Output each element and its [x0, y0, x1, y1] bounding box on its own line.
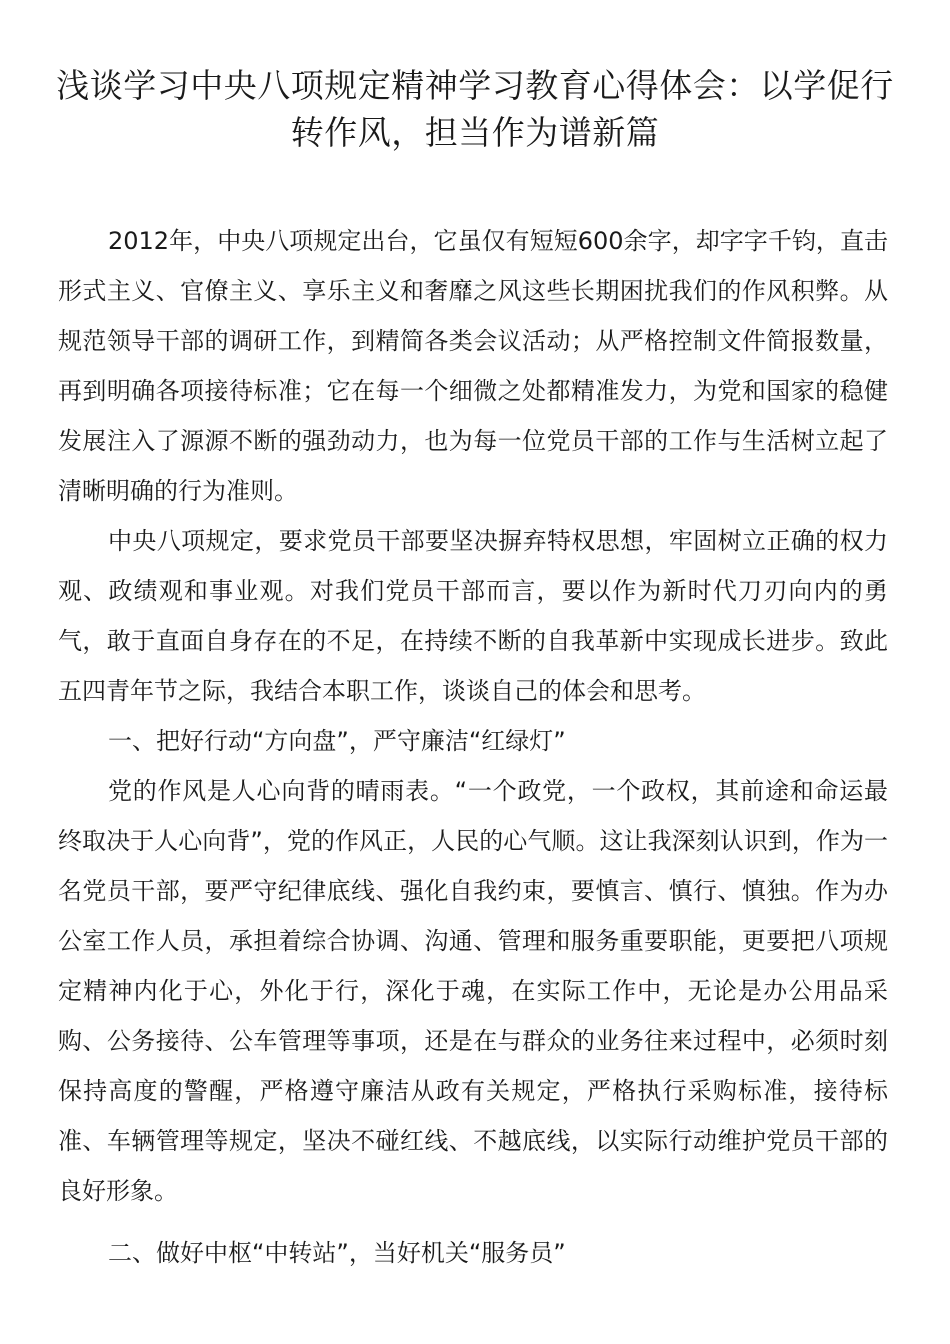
section-heading-1: 一、把好行动“方向盘”，严守廉洁“红绿灯” [108, 727, 566, 755]
paragraph-intro: 2012年，中央八项规定出台，它虽仅有短短600余字，却字字千钧，直击形式主义、官僚主义、享乐主义和奢靡之风这些长期困扰我们的作风积弊。从规范领导干部的调研工作，到精简各类会议活动；从严格控制文件简报数量，再到明确各项接待标准；它在每一个细微之处都精准发力，为党和国家的稳健发展注入了源源不断的强劲动力，也为每一位党员干部的工作与生活树立起了清晰明确的行为准则。 [58, 227, 888, 505]
paragraph-section-1: 党的作风是人心向背的晴雨表。“一个政党，一个政权，其前途和命运最终取决于人心向背”，党的作风正，人民的心气顺。这让我深刻认识到，作为一名党员干部，要严守纪律底线、强化自我约束，要慎言、慎行、慎独。作为办公室工作人员，承担着综合协调、沟通、管理和服务重要职能，更要把八项规定精神内化于心，外化于行，深化于魂，在实际工作中，无论是办公用品采购、公务接待、公车管理等事项，还是在与群众的业务往来过程中，必须时刻保持高度的警醒，严格遵守廉洁从政有关规定，严格执行采购标准，接待标准、车辆管理等规定，坚决不碰红线、不越底线，以实际行动维护党员干部的良好形象。 [58, 777, 888, 1205]
document-title: 浅谈学习中央八项规定精神学习教育心得体会：以学促行转作风，担当作为谱新篇 [56, 66, 894, 152]
section-heading-2: 二、做好中枢“中转站”，当好机关“服务员” [108, 1239, 566, 1267]
document-body [58, 216, 888, 1278]
paragraph-requirements: 中央八项规定，要求党员干部要坚决摒弃特权思想，牢固树立正确的权力观、政绩观和事业观。对我们党员干部而言，要以作为新时代刀刃向内的勇气，敢于直面自身存在的不足，在持续不断的自我革新中实现成长进步。致此五四青年节之际，我结合本职工作，谈谈自己的体会和思考。 [58, 527, 888, 705]
